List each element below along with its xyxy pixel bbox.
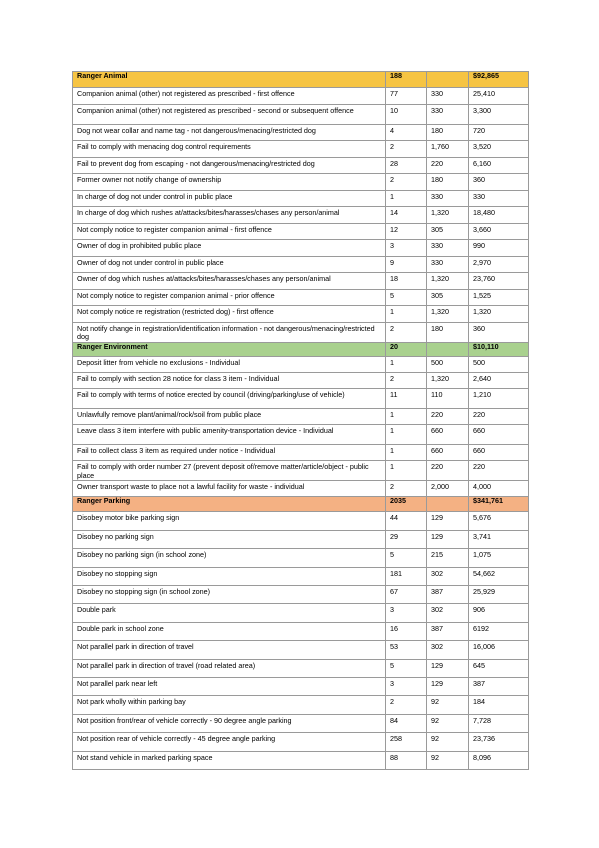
total-amount: 3,741 [469, 530, 529, 548]
penalty-amount: 330 [427, 240, 469, 257]
total-amount: 7,728 [469, 714, 529, 732]
table-row [73, 104, 529, 124]
offence-count: 1 [386, 408, 427, 424]
offence-description: Not comply notice to register companion animal - prior offence [73, 289, 386, 306]
total-amount: 1,210 [469, 388, 529, 408]
offence-description: Not parallel park near left [73, 677, 386, 695]
penalty-amount: 1,320 [427, 306, 469, 323]
table-row [73, 751, 529, 769]
table-row [73, 190, 529, 207]
table-row [73, 530, 529, 548]
table-row [73, 273, 529, 290]
section-count: 188 [386, 72, 427, 88]
section-title: Ranger Environment [73, 342, 386, 356]
total-amount: 906 [469, 604, 529, 622]
total-amount: 1,075 [469, 549, 529, 567]
offence-count: 12 [386, 223, 427, 240]
table-row [73, 425, 529, 445]
penalty-amount: 305 [427, 223, 469, 240]
penalty-amount: 1,320 [427, 372, 469, 388]
total-amount: 5,676 [469, 512, 529, 530]
offence-count: 3 [386, 677, 427, 695]
total-amount: 3,660 [469, 223, 529, 240]
fines-table [72, 71, 529, 770]
offence-description: Owner transport waste to place not a lawful facility for waste - individual [73, 481, 386, 497]
section-header-parking [73, 497, 529, 512]
offence-description: Former owner not notify change of ownership [73, 174, 386, 191]
penalty-amount: 129 [427, 530, 469, 548]
table-row [73, 445, 529, 461]
penalty-amount: 302 [427, 641, 469, 659]
section-count: 2035 [386, 497, 427, 512]
penalty-amount: 220 [427, 461, 469, 481]
penalty-amount: 330 [427, 88, 469, 105]
table-row [73, 322, 529, 342]
offence-count: 29 [386, 530, 427, 548]
penalty-amount: 220 [427, 408, 469, 424]
penalty-amount: 302 [427, 604, 469, 622]
offence-count: 1 [386, 461, 427, 481]
offence-count: 1 [386, 190, 427, 207]
total-amount: 6,160 [469, 157, 529, 174]
total-amount: 3,520 [469, 141, 529, 158]
offence-count: 84 [386, 714, 427, 732]
offence-count: 28 [386, 157, 427, 174]
offence-description: In charge of dog not under control in public place [73, 190, 386, 207]
penalty-amount: 129 [427, 659, 469, 677]
section-unit [427, 72, 469, 88]
total-amount: 25,410 [469, 88, 529, 105]
offence-count: 1 [386, 445, 427, 461]
table-row [73, 696, 529, 714]
offence-description: Not parallel park in direction of travel [73, 641, 386, 659]
offence-count: 2 [386, 696, 427, 714]
penalty-amount: 305 [427, 289, 469, 306]
offence-description: Not park wholly within parking bay [73, 696, 386, 714]
penalty-amount: 1,320 [427, 207, 469, 224]
table-row [73, 240, 529, 257]
offence-count: 18 [386, 273, 427, 290]
total-amount: 720 [469, 124, 529, 141]
section-header-environment [73, 342, 529, 356]
total-amount: 660 [469, 425, 529, 445]
penalty-amount: 110 [427, 388, 469, 408]
total-amount: 500 [469, 356, 529, 372]
offence-count: 258 [386, 733, 427, 751]
total-amount: 54,662 [469, 567, 529, 585]
offence-description: Owner of dog not under control in public place [73, 256, 386, 273]
penalty-amount: 92 [427, 733, 469, 751]
total-amount: 23,736 [469, 733, 529, 751]
offence-count: 11 [386, 388, 427, 408]
penalty-amount: 2,000 [427, 481, 469, 497]
offence-description: Fail to collect class 3 item as required under notice - Individual [73, 445, 386, 461]
total-amount: 8,096 [469, 751, 529, 769]
penalty-amount: 387 [427, 586, 469, 604]
table-row [73, 659, 529, 677]
penalty-amount: 387 [427, 622, 469, 640]
offence-description: Deposit litter from vehicle no exclusions - Individual [73, 356, 386, 372]
offence-description: Companion animal (other) not registered as prescribed - second or subsequent offence [73, 104, 386, 124]
offence-count: 1 [386, 425, 427, 445]
section-total: $92,865 [469, 72, 529, 88]
offence-count: 44 [386, 512, 427, 530]
penalty-amount: 129 [427, 677, 469, 695]
table-row [73, 124, 529, 141]
offence-count: 16 [386, 622, 427, 640]
section-title: Ranger Parking [73, 497, 386, 512]
table-row [73, 174, 529, 191]
offence-count: 181 [386, 567, 427, 585]
offence-description: Unlawfully remove plant/animal/rock/soil from public place [73, 408, 386, 424]
offence-description: Fail to comply with menacing dog control requirements [73, 141, 386, 158]
penalty-amount: 660 [427, 425, 469, 445]
table-row [73, 677, 529, 695]
offence-description: Double park [73, 604, 386, 622]
table-row [73, 388, 529, 408]
penalty-amount: 220 [427, 157, 469, 174]
total-amount: 645 [469, 659, 529, 677]
offence-description: Not comply notice to register companion animal - first offence [73, 223, 386, 240]
offence-count: 77 [386, 88, 427, 105]
offence-description: Not comply notice re registration (restricted dog) - first offence [73, 306, 386, 323]
penalty-amount: 1,760 [427, 141, 469, 158]
offence-count: 14 [386, 207, 427, 224]
offence-count: 2 [386, 372, 427, 388]
offence-description: Fail to prevent dog from escaping - not dangerous/menacing/restricted dog [73, 157, 386, 174]
offence-count: 2 [386, 141, 427, 158]
total-amount: 3,300 [469, 104, 529, 124]
total-amount: 6192 [469, 622, 529, 640]
table-row [73, 88, 529, 105]
offence-count: 9 [386, 256, 427, 273]
offence-count: 2 [386, 174, 427, 191]
table-row [73, 141, 529, 158]
offence-description: Not position rear of vehicle correctly - 45 degree angle parking [73, 733, 386, 751]
table-row [73, 604, 529, 622]
table-row [73, 622, 529, 640]
table-row [73, 356, 529, 372]
penalty-amount: 330 [427, 104, 469, 124]
offence-description: Dog not wear collar and name tag - not dangerous/menacing/restricted dog [73, 124, 386, 141]
table-row [73, 289, 529, 306]
total-amount: 660 [469, 445, 529, 461]
section-title: Ranger Animal [73, 72, 386, 88]
total-amount: 23,760 [469, 273, 529, 290]
section-count: 20 [386, 342, 427, 356]
offence-description: Disobey no stopping sign (in school zone) [73, 586, 386, 604]
penalty-amount: 180 [427, 174, 469, 191]
total-amount: 25,929 [469, 586, 529, 604]
table-row [73, 512, 529, 530]
table-row [73, 481, 529, 497]
penalty-amount: 1,320 [427, 273, 469, 290]
offence-description: Owner of dog in prohibited public place [73, 240, 386, 257]
total-amount: 16,006 [469, 641, 529, 659]
offence-count: 4 [386, 124, 427, 141]
offence-description: In charge of dog which rushes at/attacks/bites/harasses/chases any person/animal [73, 207, 386, 224]
penalty-amount: 215 [427, 549, 469, 567]
offence-count: 3 [386, 240, 427, 257]
offence-description: Leave class 3 item interfere with public amenity-transportation device - Individual [73, 425, 386, 445]
offence-description: Disobey motor bike parking sign [73, 512, 386, 530]
penalty-amount: 92 [427, 696, 469, 714]
offence-description: Not stand vehicle in marked parking space [73, 751, 386, 769]
offence-description: Disobey no parking sign (in school zone) [73, 549, 386, 567]
table-row [73, 586, 529, 604]
offence-count: 53 [386, 641, 427, 659]
table-row [73, 549, 529, 567]
table-row [73, 641, 529, 659]
table-row [73, 223, 529, 240]
penalty-amount: 660 [427, 445, 469, 461]
penalty-amount: 180 [427, 322, 469, 342]
total-amount: 1,525 [469, 289, 529, 306]
offence-description: Owner of dog which rushes at/attacks/bites/harasses/chases any person/animal [73, 273, 386, 290]
offence-count: 67 [386, 586, 427, 604]
total-amount: 2,970 [469, 256, 529, 273]
total-amount: 330 [469, 190, 529, 207]
offence-description: Fail to comply with terms of notice erected by council (driving/parking/use of vehicle) [73, 388, 386, 408]
total-amount: 220 [469, 408, 529, 424]
offence-count: 10 [386, 104, 427, 124]
table-row [73, 256, 529, 273]
offence-count: 3 [386, 604, 427, 622]
table-row [73, 157, 529, 174]
offence-description: Not position front/rear of vehicle correctly - 90 degree angle parking [73, 714, 386, 732]
offence-count: 5 [386, 659, 427, 677]
offence-count: 5 [386, 549, 427, 567]
offence-description: Disobey no stopping sign [73, 567, 386, 585]
total-amount: 220 [469, 461, 529, 481]
total-amount: 990 [469, 240, 529, 257]
penalty-amount: 180 [427, 124, 469, 141]
offence-count: 2 [386, 322, 427, 342]
section-total: $10,110 [469, 342, 529, 356]
total-amount: 184 [469, 696, 529, 714]
section-unit [427, 497, 469, 512]
section-header-animal [73, 72, 529, 88]
penalty-amount: 330 [427, 190, 469, 207]
offence-description: Companion animal (other) not registered as prescribed - first offence [73, 88, 386, 105]
penalty-amount: 92 [427, 751, 469, 769]
offence-count: 88 [386, 751, 427, 769]
offence-description: Disobey no parking sign [73, 530, 386, 548]
table-row [73, 408, 529, 424]
total-amount: 360 [469, 322, 529, 342]
penalty-amount: 330 [427, 256, 469, 273]
offence-description: Fail to comply with section 28 notice for class 3 item - Individual [73, 372, 386, 388]
penalty-amount: 129 [427, 512, 469, 530]
total-amount: 1,320 [469, 306, 529, 323]
table-row [73, 567, 529, 585]
total-amount: 4,000 [469, 481, 529, 497]
offence-count: 1 [386, 306, 427, 323]
offence-count: 1 [386, 356, 427, 372]
table-row [73, 461, 529, 481]
total-amount: 360 [469, 174, 529, 191]
penalty-amount: 302 [427, 567, 469, 585]
section-total: $341,761 [469, 497, 529, 512]
total-amount: 387 [469, 677, 529, 695]
table-row [73, 372, 529, 388]
total-amount: 2,640 [469, 372, 529, 388]
offence-count: 2 [386, 481, 427, 497]
table-row [73, 207, 529, 224]
total-amount: 18,480 [469, 207, 529, 224]
offence-description: Not parallel park in direction of travel (road related area) [73, 659, 386, 677]
offence-description: Double park in school zone [73, 622, 386, 640]
offence-count: 5 [386, 289, 427, 306]
table-row [73, 733, 529, 751]
section-unit [427, 342, 469, 356]
offence-description: Fail to comply with order number 27 (prevent deposit of/remove matter/article/object - public place [73, 461, 386, 481]
table-row [73, 714, 529, 732]
table-row [73, 306, 529, 323]
penalty-amount: 500 [427, 356, 469, 372]
penalty-amount: 92 [427, 714, 469, 732]
offence-description: Not notify change in registration/identification information - not dangerous/menacing/restricted dog [73, 322, 386, 342]
